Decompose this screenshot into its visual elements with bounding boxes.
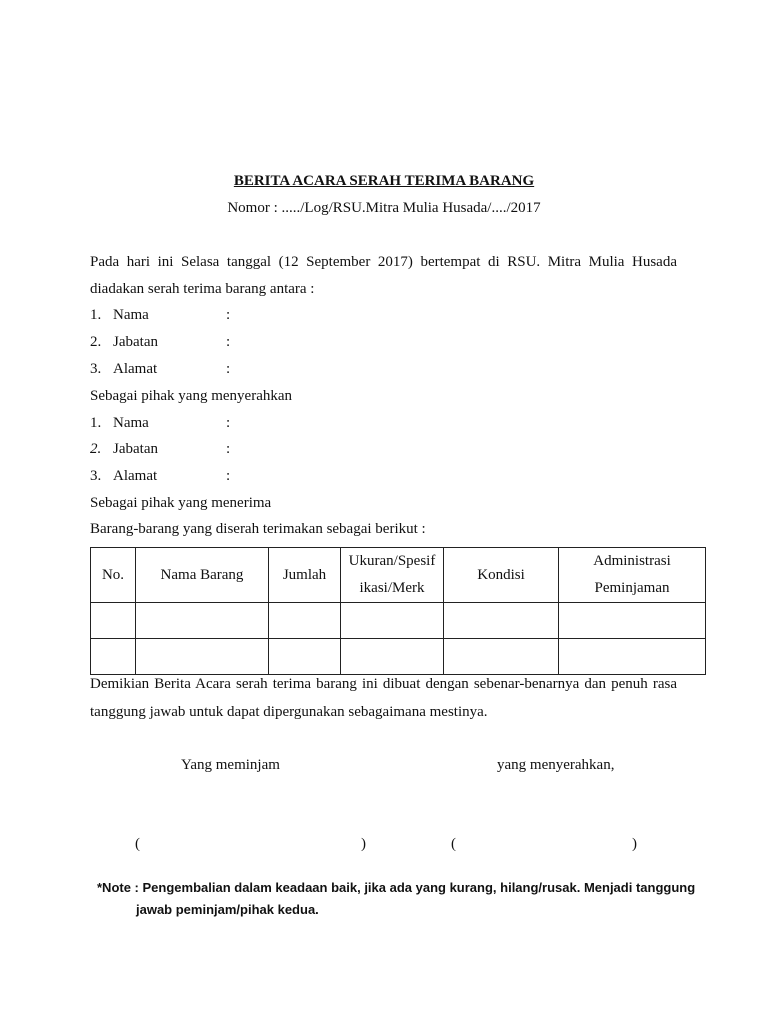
table-cell — [269, 603, 341, 639]
party-1-nama-number: 1. — [90, 307, 102, 323]
table-cell — [341, 639, 444, 675]
signature-left-open-paren: ( — [135, 836, 140, 852]
items-table-header-row — [91, 548, 706, 603]
signature-right-label: yang menyerahkan, — [497, 757, 615, 773]
party-2-role: Sebagai pihak yang menerima — [90, 495, 272, 511]
party-2-nama-number: 1. — [90, 415, 102, 431]
document-title: BERITA ACARA SERAH TERIMA BARANG — [233, 173, 535, 189]
header-jumlah — [269, 548, 341, 603]
header-kondisi-text: Kondisi — [477, 566, 525, 583]
table-cell — [444, 639, 559, 675]
table-cell — [136, 639, 269, 675]
header-nama-barang — [136, 548, 269, 603]
closing-line-1: Demikian Berita Acara serah terima barang ini dibuat dengan sebenar-benarnya dan penuh rasa — [90, 676, 677, 692]
party-1-jabatan-label: Jabatan — [113, 334, 158, 350]
party-1-jabatan-number: 2. — [90, 334, 102, 350]
intro-line-1: Pada hari ini Selasa tanggal (12 September 2017) bertempat di RSU. Mitra Mulia Husada — [90, 254, 677, 270]
items-intro: Barang-barang yang diserah terimakan sebagai berikut : — [90, 521, 426, 537]
party-1-nama-label: Nama — [113, 307, 149, 323]
party-2-jabatan-colon: : — [226, 441, 231, 457]
document-number: Nomor : ...../Log/RSU.Mitra Mulia Husada/..../2017 — [227, 200, 541, 216]
header-ukuran-line-1: Ukuran/Spesif — [348, 553, 436, 569]
table-cell — [269, 639, 341, 675]
party-1-alamat-label: Alamat — [113, 361, 158, 377]
party-1-alamat-number: 3. — [90, 361, 102, 377]
header-administrasi-line-1: Administrasi — [593, 553, 671, 569]
party-2-alamat-number: 3. — [90, 468, 102, 484]
header-nama-barang-text: Nama Barang — [160, 566, 244, 583]
header-ukuran — [341, 548, 444, 603]
party-2-nama-label: Nama — [113, 415, 149, 431]
table-cell — [444, 603, 559, 639]
signature-right-close-paren: ) — [632, 836, 637, 852]
note-line-2: jawab peminjam/pihak kedua. — [136, 902, 319, 917]
table-cell — [559, 603, 706, 639]
items-table — [90, 547, 706, 675]
signature-left-close-paren: ) — [361, 836, 366, 852]
party-1-nama-colon: : — [226, 307, 231, 323]
header-administrasi — [559, 548, 706, 603]
table-cell — [91, 639, 136, 675]
note-line-1: *Note : Pengembalian dalam keadaan baik, jika ada yang kurang, hilang/rusak. Menjadi tanggung — [97, 880, 696, 895]
intro-line-2: diadakan serah terima barang antara : — [90, 281, 315, 297]
closing-line-2: tanggung jawab untuk dapat dipergunakan sebagaimana mestinya. — [90, 704, 488, 720]
table-row — [91, 639, 706, 675]
party-1-jabatan-colon: : — [226, 334, 231, 350]
header-jumlah-text: Jumlah — [282, 566, 327, 583]
party-2-jabatan-label: Jabatan — [113, 441, 158, 457]
party-1-role: Sebagai pihak yang menyerahkan — [90, 388, 293, 404]
signature-left-label: Yang meminjam — [181, 757, 280, 773]
header-no-text: No. — [101, 566, 125, 583]
table-cell — [559, 639, 706, 675]
party-2-nama-colon: : — [226, 415, 231, 431]
table-cell — [91, 603, 136, 639]
header-administrasi-line-2: Peminjaman — [594, 580, 670, 596]
table-cell — [341, 603, 444, 639]
header-no — [91, 548, 136, 603]
party-2-alamat-label: Alamat — [113, 468, 158, 484]
table-row — [91, 603, 706, 639]
party-2-alamat-colon: : — [226, 468, 231, 484]
signature-right-open-paren: ( — [451, 836, 456, 852]
header-ukuran-line-2: ikasi/Merk — [359, 580, 425, 596]
party-1-alamat-colon: : — [226, 361, 231, 377]
header-kondisi — [444, 548, 559, 603]
party-2-jabatan-number: 2. — [90, 441, 102, 457]
table-cell — [136, 603, 269, 639]
